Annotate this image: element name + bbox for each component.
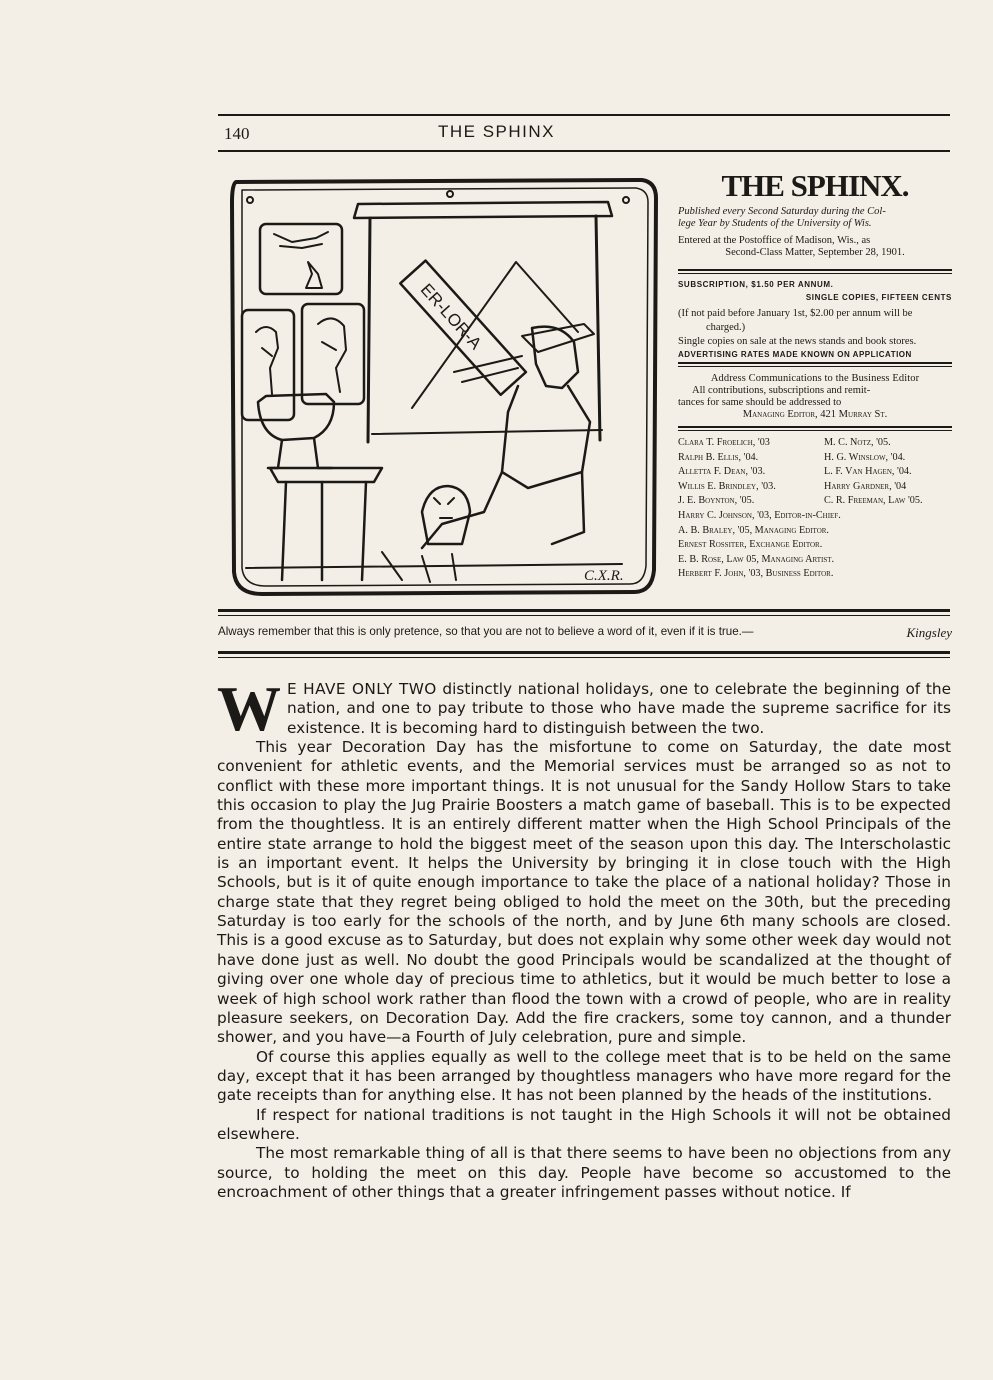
staff-name: Ralph B. Ellis, '04. (678, 451, 759, 463)
editorial-article (217, 673, 951, 1202)
staff-name: Alletta F. Dean, '03. (678, 466, 766, 478)
corner-ornament-icon (247, 197, 253, 203)
drop-cap: W (217, 673, 281, 744)
staff-row (678, 494, 952, 509)
staff-name: C. R. Freeman, Law '05. (824, 495, 923, 507)
staff-name: M. C. Notz, '05. (824, 437, 891, 448)
staff-name: H. G. Winslow, '04. (824, 451, 906, 463)
article-paragraph: Of course this applies equally as well to the college meet that is to be held on the same day, except that it has been arranged by thoughtless managers who have more regard for the gate receipts than for anything else. It has not been planned by the heads of the institutions. (217, 1047, 951, 1105)
masthead-entered (678, 235, 952, 259)
masthead (678, 168, 952, 582)
epigraph (218, 625, 952, 641)
running-title: THE SPHINX (437, 122, 556, 141)
page-number: 140 (224, 124, 250, 143)
article-paragraph: This year Decoration Day has the misfortune to come on Saturday, the date most convenient for athletic events, and the Memorial services must be arranged so as not to conflict with these more important things. It is not unusual for the Sandy Hollow Stars to take this occasion to play the Jug Prairie Boosters a match game of baseball. This is to be expected from the thoughtless. It is an entirely different matter when the High School Principals of the entire state arrange to hold the biggest meet of the season upon this day. The Interscholastic is an important event. It helps the University by bringing it in close touch with the High Schools, but is it of quite enough importance to take the place of a national holiday? Those in charge state that they regret being obliged to hold the meet on the 30th, but the preceding Saturday is too early for the schools of the north, and by June 6th many schools are closed. This is a good excuse as to Saturday, but does not explain why some other week day would not have done just as well. No doubt the good Principals would be scandalized at the thought of giving over one whole day of precious time to athletics, but it would be much better to lose a week of high school work rather than flood the town with a crowd of people, who are in reality pleasure seekers, on Decoration Day. Add the fire crackers, some toy cannon, and a thunder shower, and you have—a Fourth of July celebration, pure and simple. (217, 738, 951, 1047)
staff-name: Clara T. Froelich, '03 (678, 437, 770, 448)
section-rule (218, 651, 950, 654)
published-line: lege Year by Students of the University of Wis. (678, 218, 872, 229)
epigraph-author: Kingsley (906, 625, 952, 640)
subscription-price: SUBSCRIPTION, $1.50 PER ANNUM. (678, 280, 834, 289)
artist-signature: C.X.R. (584, 568, 624, 584)
staff-name: J. E. Boynton, '05. (678, 495, 755, 507)
staff-row: E. B. Rose, Law 05, Managing Artist. (678, 553, 835, 565)
epigraph-text: Always remember that this is only pretence, so that you are not to believe a word of it, even if it is true.— (218, 625, 754, 638)
staff-row: Harry C. Johnson, '03, Editor-in-Chief. (678, 509, 841, 521)
header-rule-top (218, 114, 950, 116)
section-rule (218, 657, 950, 658)
article-paragraph: If respect for national traditions is not taught in the High Schools it will not be obtained elsewhere. (217, 1105, 951, 1143)
staff-name: Harry Gardner, '04 (824, 480, 907, 492)
masthead-rule (678, 362, 952, 364)
address-line: tances for same should be addressed to (678, 397, 842, 408)
masthead-rule (678, 426, 952, 428)
published-line: Published every Second Saturday during the Col- (678, 206, 886, 217)
staff-row: Herbert F. John, '03, Business Editor. (678, 568, 834, 580)
staff-list (678, 436, 952, 582)
entered-line: Entered at the Postoffice of Madison, Wis., as (678, 235, 871, 246)
address-line: Address Communications to the Business Editor (710, 373, 920, 384)
staff-row: Ernest Rossiter, Exchange Editor. (678, 539, 823, 551)
masthead-rule (678, 269, 952, 271)
paragraph-text: distinctly national holidays, one to celebrate the beginning of the nation, and one to pay tribute to those who have made the supreme sacrifice for its existence. It is becoming hard to distinguish between the two. (287, 680, 951, 737)
advertising-note: ADVERTISING RATES MADE KNOWN ON APPLICATION (678, 350, 912, 359)
address-line: All contributions, subscriptions and remit- (692, 385, 871, 396)
section-rule (218, 609, 950, 612)
single-copies-price: SINGLE COPIES, FIFTEEN CENTS (805, 293, 952, 302)
not-paid-note: (If not paid before January 1st, $2.00 per annum will be charged.) (678, 308, 913, 333)
header-rule-bottom (218, 150, 950, 152)
staff-name: L. F. Van Hagen, '04. (824, 466, 912, 478)
staff-row (678, 480, 952, 495)
scroll-text: ER-LOR-A (416, 280, 486, 354)
staff-row (678, 465, 952, 480)
masthead-published (678, 206, 952, 230)
staff-row (678, 436, 952, 451)
staff-row: A. B. Braley, '05, Managing Editor. (678, 524, 829, 536)
masthead-title: THE SPHINX. (721, 168, 909, 203)
sphinx-scribe-illustration (222, 172, 660, 600)
section-rule (218, 615, 950, 616)
article-paragraph (217, 673, 951, 744)
masthead-rule (678, 273, 952, 274)
staff-name: Willis E. Brindley, '03. (678, 480, 776, 492)
on-sale-note: Single copies on sale at the news stands and book stores. (678, 336, 917, 347)
address-block (678, 367, 952, 426)
entered-line: Second-Class Matter, September 28, 1901. (725, 247, 905, 258)
opening-words: E HAVE ONLY TWO (287, 680, 437, 698)
subscription-block (678, 269, 952, 367)
address-line: Managing Editor, 421 Murray St. (742, 409, 888, 420)
staff-row (678, 451, 952, 466)
masthead-rule (678, 430, 952, 431)
article-paragraph: The most remarkable thing of all is that there seems to have been no objections from any source, to holding the meet on this day. People have become so accustomed to the encroachment of other things that a greater infringement passes without notice. If (217, 1144, 951, 1201)
